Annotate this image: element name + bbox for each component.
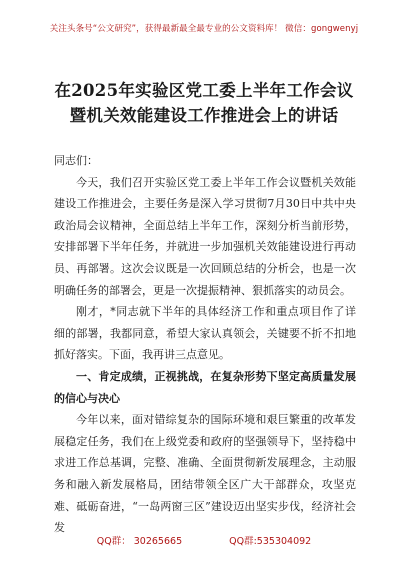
title-line-2: 暨机关效能建设工作推进会上的讲话 bbox=[69, 106, 339, 125]
document-body bbox=[54, 150, 356, 539]
document-title bbox=[0, 78, 408, 128]
paragraph-2: 刚才，*同志就下半年的具体经济工作和重点项目作了详细的部署，我都同意，希望大家认真领会，关键要不折不扣地抓好落实。下面，我再讲三点意见。 bbox=[54, 305, 356, 362]
paragraph-3: 今年以来，面对错综复杂的国际环境和艰巨繁重的改革发展稳定任务，我们在上级党委和政府的坚强领导下，坚持稳中求进工作总基调，完整、准确、全面贯彻新发展理念，主动服务和融入新发展格局，团结带领全区广大干部群众，攻坚克难、砥砺奋进，“一岛两窗三区”建设迈出坚实步伐，经济社会发 bbox=[54, 413, 356, 535]
title-line-1: 在2025年实验区党工委上半年工作会议 bbox=[54, 81, 354, 100]
footer-contacts bbox=[0, 533, 408, 547]
footer-qq-group-1: QQ群： 30265665 bbox=[96, 536, 183, 547]
header-promo-note: 关注头条号“公文研究”，获得最新最全最专业的公文资料库！ 微信：gongwenyj bbox=[49, 24, 359, 34]
section-1-heading: 一、肯定成绩，正视挑战，在复杂形势下坚定高质量发展的信心与决心 bbox=[54, 369, 356, 405]
footer-qq-group-2: QQ群:535304092 bbox=[229, 536, 312, 547]
salutation: 同志们： bbox=[54, 154, 98, 167]
paragraph-1: 今天，我们召开实验区党工委上半年工作会议暨机关效能建设工作推进会，主要任务是深入学习贯彻7月30日中共中央政治局会议精神，全面总结上半年工作，深刻分析当前形势，安排部署下半年任务，并就进一步加强机关效能建设进行再动员、再部署。这次会议既是一次回顾总结的分析会，也是一次明确任务的部署会，更是一次提振精神、狠抓落实的动员会。 bbox=[54, 175, 356, 297]
